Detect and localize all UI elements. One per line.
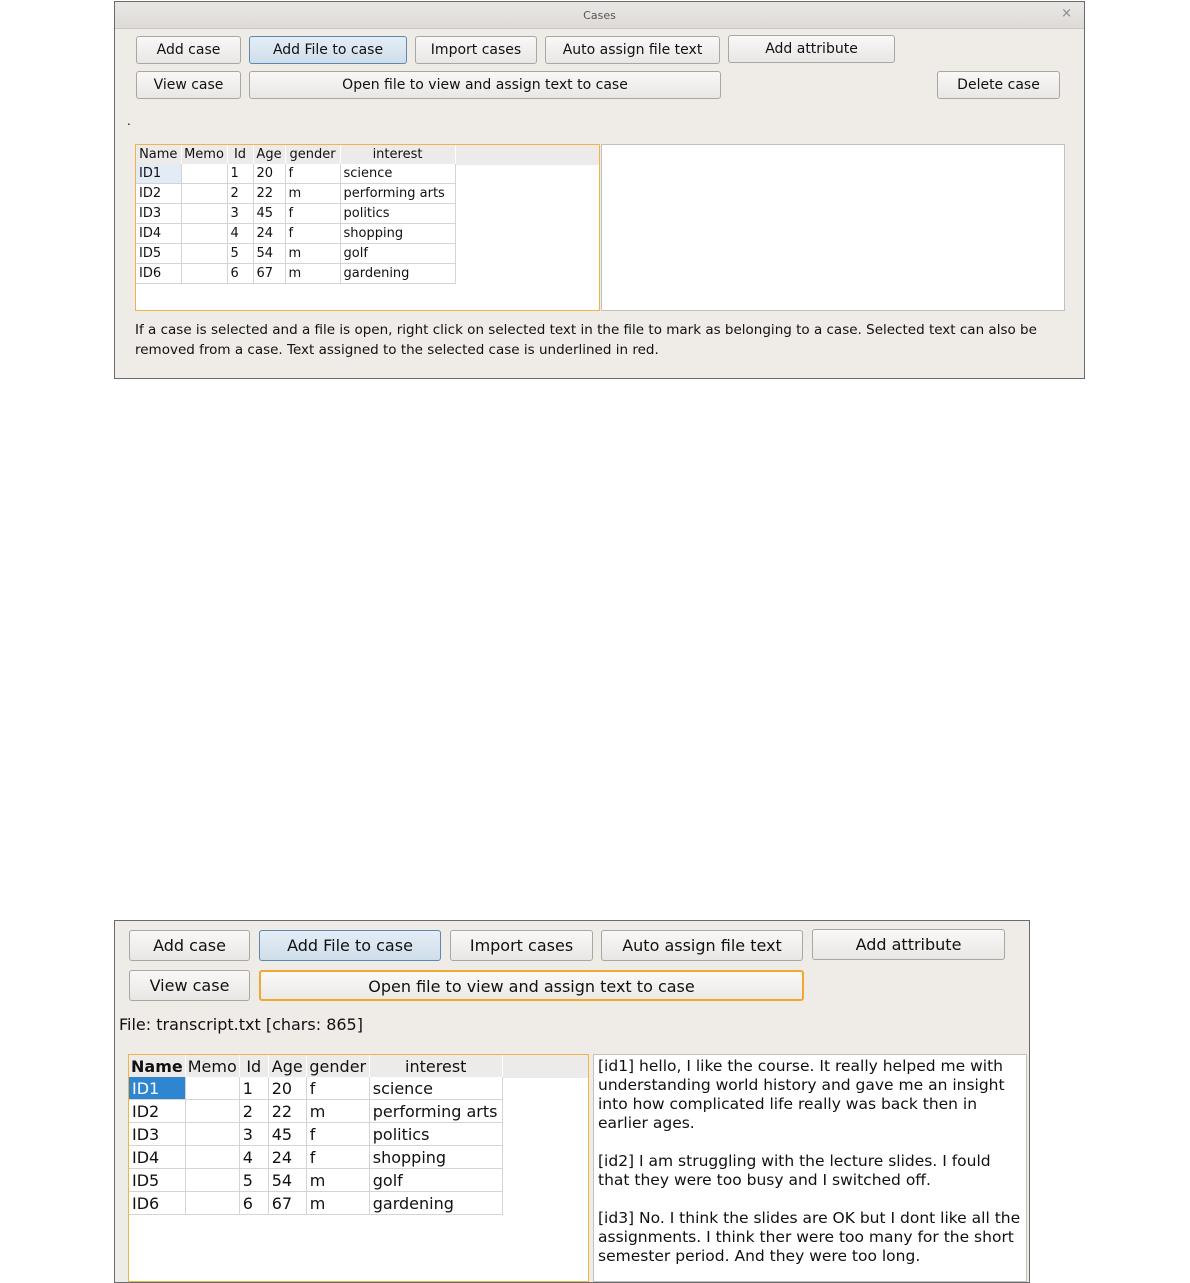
cell-memo[interactable] — [181, 164, 227, 184]
cell-interest[interactable]: shopping — [369, 1146, 502, 1169]
file-text-view[interactable] — [601, 144, 1065, 311]
cell-age[interactable]: 20 — [253, 164, 285, 184]
delete-case-button[interactable]: Delete case — [937, 71, 1060, 99]
col-header-gender[interactable]: gender — [306, 1055, 369, 1077]
view-case-button[interactable]: View case — [136, 71, 241, 99]
cell-gender[interactable]: f — [306, 1146, 369, 1169]
cell-interest[interactable]: performing arts — [369, 1100, 502, 1123]
cell-interest[interactable]: science — [340, 164, 455, 184]
cell-age[interactable]: 24 — [253, 224, 285, 244]
cell-age[interactable]: 45 — [268, 1123, 306, 1146]
cell-memo[interactable] — [181, 204, 227, 224]
cell-id[interactable]: 3 — [239, 1123, 268, 1146]
cell-name[interactable]: ID6 — [136, 264, 181, 284]
table-row[interactable] — [136, 224, 455, 244]
cell-name[interactable]: ID4 — [136, 224, 181, 244]
col-header-age[interactable]: Age — [268, 1055, 306, 1077]
table-row[interactable] — [129, 1077, 502, 1100]
cell-id[interactable]: 4 — [239, 1146, 268, 1169]
cell-interest[interactable]: gardening — [340, 264, 455, 284]
open-file-button[interactable]: Open file to view and assign text to case — [259, 970, 804, 1001]
view-case-button[interactable]: View case — [129, 970, 250, 1001]
cell-memo[interactable] — [181, 244, 227, 264]
col-header-interest[interactable]: interest — [340, 145, 455, 164]
cell-name[interactable]: ID4 — [129, 1146, 185, 1169]
cell-id[interactable]: 5 — [239, 1169, 268, 1192]
add-case-button[interactable]: Add case — [129, 930, 250, 961]
cell-name[interactable]: ID1 — [129, 1077, 185, 1100]
cases-table[interactable] — [135, 144, 600, 311]
cell-age[interactable]: 24 — [268, 1146, 306, 1169]
add-file-to-case-button[interactable]: Add File to case — [259, 930, 441, 961]
cell-interest[interactable]: performing arts — [340, 184, 455, 204]
transcript-paragraph[interactable]: [id1] hello, I like the course. It really helped me with understanding world history and gave me an insight into how complicated life really was back then in earlier ages. — [598, 1057, 1005, 1132]
file-text-view[interactable] — [593, 1054, 1027, 1282]
cases-grid[interactable] — [129, 1055, 503, 1215]
cell-age[interactable]: 22 — [268, 1100, 306, 1123]
cell-gender[interactable]: m — [285, 264, 340, 284]
cell-name[interactable]: ID6 — [129, 1192, 185, 1215]
cell-id[interactable]: 6 — [227, 264, 253, 284]
cell-id[interactable]: 2 — [227, 184, 253, 204]
cell-id[interactable]: 1 — [239, 1077, 268, 1100]
col-header-memo[interactable]: Memo — [181, 145, 227, 164]
cell-interest[interactable]: science — [369, 1077, 502, 1100]
cell-id[interactable]: 4 — [227, 224, 253, 244]
cell-gender[interactable]: f — [285, 164, 340, 184]
cell-name[interactable]: ID5 — [129, 1169, 185, 1192]
cell-name[interactable]: ID1 — [136, 164, 181, 184]
cell-memo[interactable] — [185, 1146, 239, 1169]
cell-name[interactable]: ID2 — [136, 184, 181, 204]
cell-memo[interactable] — [185, 1100, 239, 1123]
import-cases-button[interactable]: Import cases — [450, 930, 593, 961]
open-file-button[interactable]: Open file to view and assign text to case — [249, 71, 721, 99]
cases-dialog — [114, 1, 1085, 379]
cell-name[interactable]: ID5 — [136, 244, 181, 264]
table-row[interactable] — [136, 204, 455, 224]
col-header-id[interactable]: Id — [239, 1055, 268, 1077]
cell-age[interactable]: 22 — [253, 184, 285, 204]
transcript-paragraph[interactable]: [id3] No. I think the slides are OK but I dont like all the assignments. I think ther were too many for the short semester period. And they were too long. — [598, 1209, 1021, 1265]
col-header-gender[interactable]: gender — [285, 145, 340, 164]
cell-age[interactable]: 45 — [253, 204, 285, 224]
cases-grid[interactable] — [136, 145, 456, 284]
cases-table[interactable] — [128, 1054, 589, 1282]
add-file-to-case-button[interactable]: Add File to case — [249, 36, 407, 64]
transcript-paragraph[interactable]: [id2] I am struggling with the lecture slides. I fould that they were too busy and I switched off. — [598, 1152, 991, 1189]
table-row[interactable] — [129, 1146, 502, 1169]
cell-memo[interactable] — [185, 1077, 239, 1100]
cell-age[interactable]: 67 — [268, 1192, 306, 1215]
window-title: Cases — [583, 9, 616, 22]
cell-id[interactable]: 6 — [239, 1192, 268, 1215]
auto-assign-file-text-button[interactable]: Auto assign file text — [601, 930, 803, 961]
col-header-id[interactable]: Id — [227, 145, 253, 164]
table-row[interactable] — [129, 1123, 502, 1146]
cell-gender[interactable]: m — [285, 184, 340, 204]
cell-id[interactable]: 2 — [239, 1100, 268, 1123]
cell-interest[interactable]: politics — [340, 204, 455, 224]
cell-gender[interactable]: m — [306, 1192, 369, 1215]
title-bar — [115, 2, 1084, 29]
col-header-memo[interactable]: Memo — [185, 1055, 239, 1077]
cell-id[interactable]: 5 — [227, 244, 253, 264]
col-header-age[interactable]: Age — [253, 145, 285, 164]
cell-gender[interactable]: f — [285, 204, 340, 224]
cell-interest[interactable]: shopping — [340, 224, 455, 244]
file-info-label: File: transcript.txt [chars: 865] — [119, 1015, 363, 1034]
table-row[interactable] — [136, 264, 455, 284]
status-label: . — [127, 114, 131, 128]
cell-id[interactable]: 3 — [227, 204, 253, 224]
cell-gender[interactable]: f — [285, 224, 340, 244]
cell-memo[interactable] — [181, 184, 227, 204]
cell-gender[interactable]: m — [306, 1169, 369, 1192]
cell-memo[interactable] — [181, 224, 227, 244]
cell-name[interactable]: ID3 — [136, 204, 181, 224]
cell-interest[interactable]: politics — [369, 1123, 502, 1146]
col-header-interest[interactable]: interest — [369, 1055, 502, 1077]
cell-age[interactable]: 54 — [268, 1169, 306, 1192]
cases-dialog-file-open — [114, 920, 1030, 1283]
table-row[interactable] — [136, 184, 455, 204]
table-row[interactable] — [129, 1192, 502, 1215]
transcript-text[interactable] — [598, 1057, 1022, 1282]
cell-interest[interactable]: golf — [369, 1169, 502, 1192]
cell-memo[interactable] — [185, 1123, 239, 1146]
cell-gender[interactable]: m — [306, 1100, 369, 1123]
table-row[interactable] — [136, 164, 455, 184]
table-row[interactable] — [129, 1100, 502, 1123]
add-attribute-button[interactable]: Add attribute — [812, 929, 1005, 960]
cell-name[interactable]: ID2 — [129, 1100, 185, 1123]
cell-memo[interactable] — [185, 1169, 239, 1192]
table-header-row — [129, 1055, 502, 1077]
add-case-button[interactable]: Add case — [136, 36, 241, 64]
auto-assign-file-text-button[interactable]: Auto assign file text — [545, 36, 720, 64]
cell-gender[interactable]: f — [306, 1123, 369, 1146]
cell-name[interactable]: ID3 — [129, 1123, 185, 1146]
table-header-row — [136, 145, 455, 164]
cell-id[interactable]: 1 — [227, 164, 253, 184]
cell-memo[interactable] — [185, 1192, 239, 1215]
add-attribute-button[interactable]: Add attribute — [728, 35, 895, 63]
close-icon[interactable]: × — [1061, 6, 1072, 21]
cell-age[interactable]: 20 — [268, 1077, 306, 1100]
cell-interest[interactable]: gardening — [369, 1192, 502, 1215]
table-row[interactable] — [129, 1169, 502, 1192]
col-header-name[interactable]: Name — [129, 1055, 185, 1077]
cell-memo[interactable] — [181, 264, 227, 284]
help-text: If a case is selected and a file is open, right click on selected text in the file to mark as belonging to a case. Selected text can also be removed from a case. Text assigned to the selected case is underlined in red. — [135, 322, 1037, 358]
cell-age[interactable]: 67 — [253, 264, 285, 284]
cell-gender[interactable]: m — [285, 244, 340, 264]
col-header-name[interactable]: Name — [136, 145, 181, 164]
table-row[interactable] — [136, 244, 455, 264]
cell-age[interactable]: 54 — [253, 244, 285, 264]
cell-gender[interactable]: f — [306, 1077, 369, 1100]
import-cases-button[interactable]: Import cases — [415, 36, 537, 64]
cell-interest[interactable]: golf — [340, 244, 455, 264]
